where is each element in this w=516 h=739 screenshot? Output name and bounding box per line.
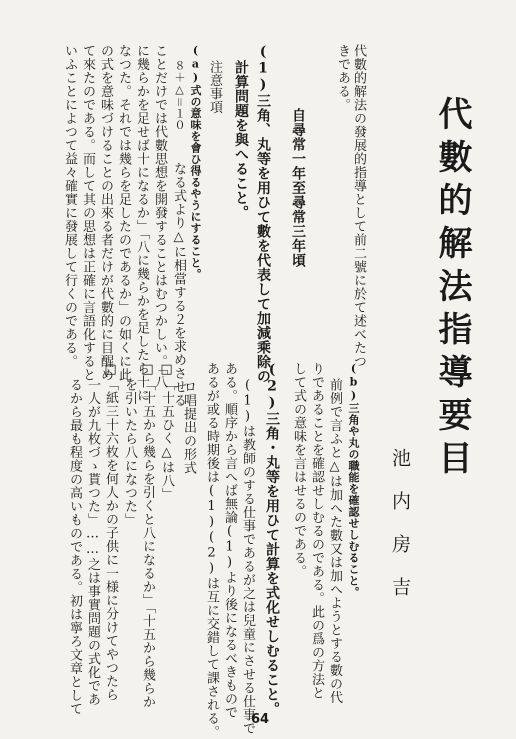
grade-range-heading: 自尋常一年至尋常三年頃: [290, 108, 306, 268]
section-1-para-line-5: の式を意味づけることの出來る者だけが代數的に目醒め: [98, 44, 113, 382]
section-2-heading: (2)三角・丸等を用ひて計算を式化せしむること。: [264, 362, 280, 716]
section-2-para-line-3: あるが或る時期後は(1)(2)は互に交錯して課される。: [204, 362, 219, 739]
author-name: 池内房吉: [389, 448, 411, 620]
section-1-para-line-7: いふことによつて益々確實に發展して行くのである。: [62, 44, 77, 368]
form-item-3-line-3: るから最も程度の高いものである。初は寧ろ文章として: [67, 378, 82, 716]
section-2-para-line-2: ある。順序から言へば無論(1)より後になるべきもので: [222, 362, 237, 719]
note-label: 注意事項: [207, 60, 222, 114]
section-1-heading-line-1: (1)三角、丸等を用ひて數を代表して加減乘除の: [255, 44, 271, 384]
section-1-para-line-4: なつた。それでは幾らを足したのであるか」の如くに此: [116, 44, 131, 382]
form-item-1: □「十五ひく△は八」: [159, 362, 174, 501]
section-1-para-line-2: ことだけでは代數思想を開發することはむつかしい。「八: [152, 44, 167, 389]
section-1-heading-line-2: 計算問題を與へること。: [233, 60, 249, 220]
form-item-2-line-2: を引いたら八になつた」: [122, 378, 137, 527]
form-item-2-line-1: □「十五から幾らを引くと八になるか」「十五から幾らか: [140, 362, 155, 709]
form-item-3-line-1: □「紙三十六枚を何人かの子供に一様に分けてやつたら: [103, 362, 118, 702]
intro-line-1: 代數的解法の發展的指導として前二號に於て述べたつ: [351, 44, 366, 368]
page-number: 64: [250, 712, 270, 727]
section-2-para-line-1: (1)は教師のする仕事であるが之は兒童にさせる仕事で: [240, 378, 255, 735]
item-b-heading: (b)三角や丸の職能を確認せしむること。: [347, 362, 360, 598]
item-a-heading: (a)式の意味を會ひ得るやうにすること。: [189, 44, 202, 280]
section-1-para-line-6: て來たのである。而して其の思想は正確に言語化すると: [80, 44, 95, 382]
section-1-para-line-1: なる式より△に相當する２を求めさせる: [171, 162, 186, 407]
section-1-para-line-3: に幾らかを足せば十になるか」「八に幾らかを足したら十に: [134, 44, 149, 402]
item-b-para-line-1: 前例で言ふと△は加へた數又は加へようとする數の代: [327, 378, 342, 704]
item-b-para-line-2: りであることを確認せしむるのである。此の爲の方法と: [309, 362, 324, 700]
article-title: 代數的解法指導要目: [432, 96, 472, 483]
form-item-3-line-2: 一人が九枚づゝ貰つた」……之は事實問題の式化であ: [85, 378, 100, 706]
intro-line-2: きである。: [335, 44, 350, 112]
formula: ８＋△＝１０: [173, 60, 186, 131]
form-label: ロ唱提出の形式: [181, 380, 196, 475]
item-b-para-line-3: して式の意味を言はせるのである。: [291, 362, 306, 578]
